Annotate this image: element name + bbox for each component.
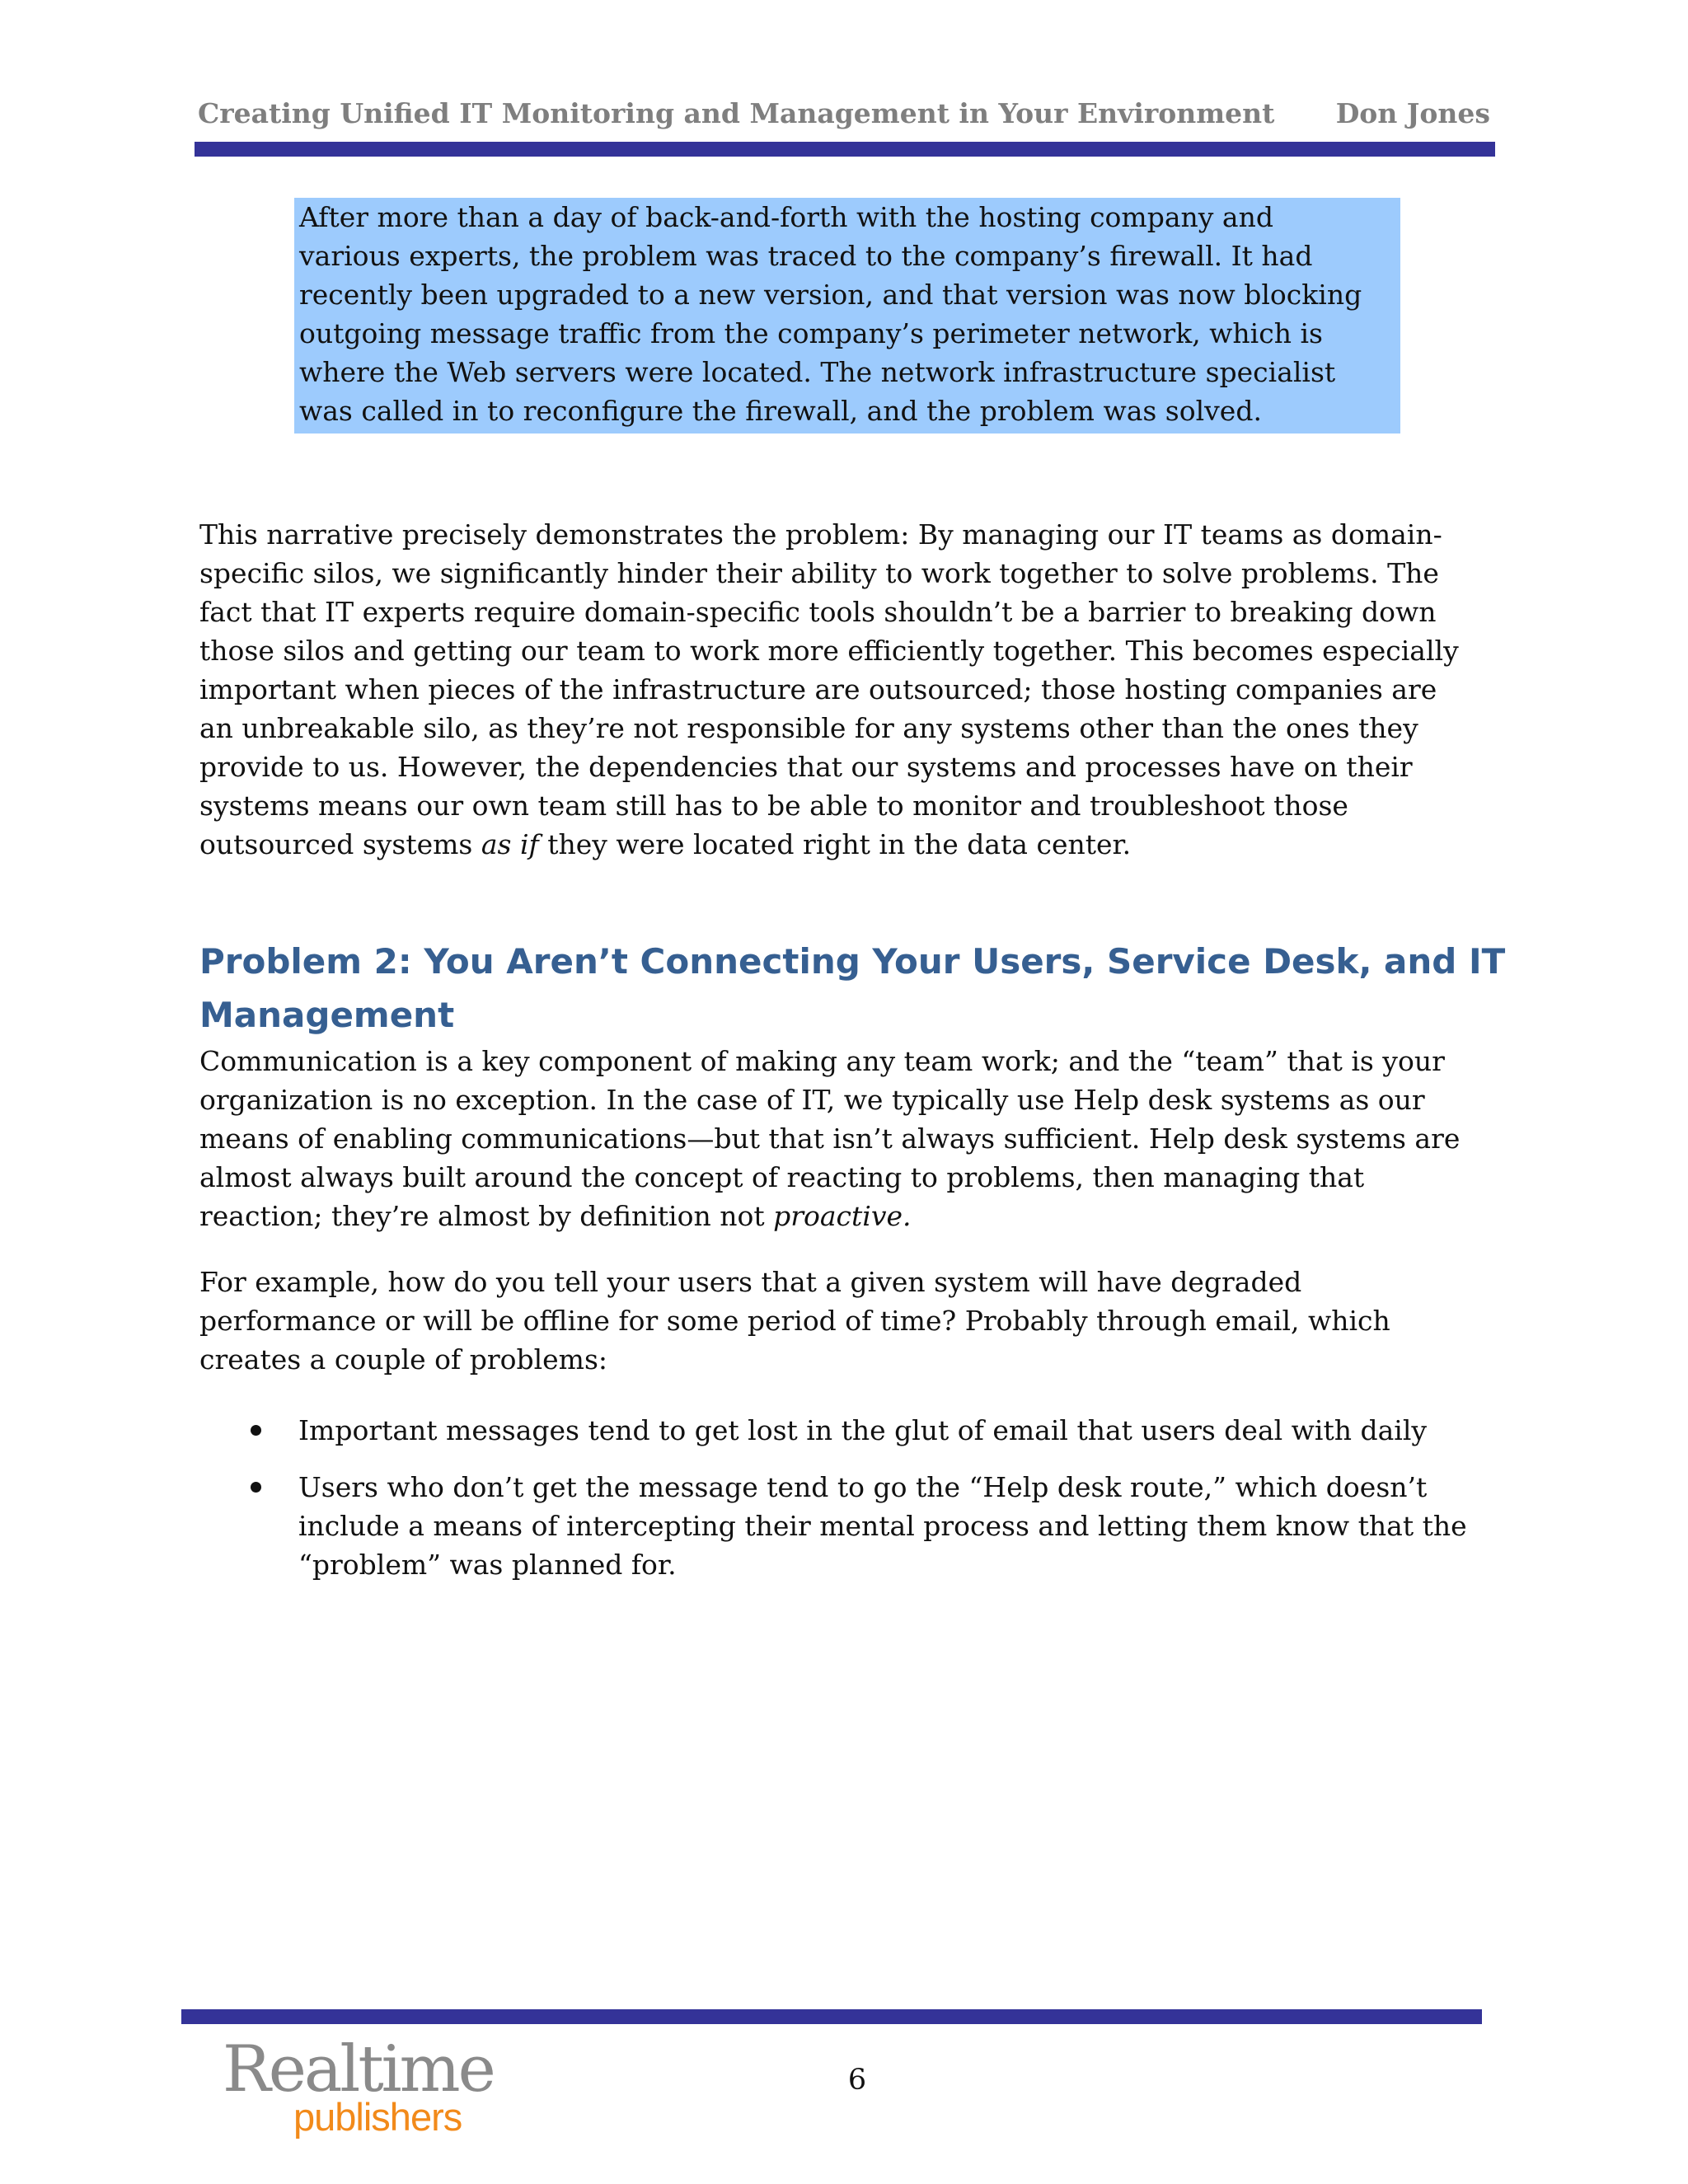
body-paragraph [199, 515, 1518, 864]
text-line [199, 1197, 1518, 1235]
text-line: Users who don’t get the message tend to go the “Help desk route,” which doesn’t [298, 1471, 1428, 1503]
text-line: provide to us. However, the dependencies that our systems and processes have on their [199, 751, 1413, 783]
footer-rule [181, 2009, 1482, 2024]
quote-line: After more than a day of back-and-forth with the hosting company and [299, 201, 1273, 233]
quote-line: where the Web servers were located. The network infrastructure specialist [299, 356, 1336, 388]
italic-run: proactive. [773, 1200, 912, 1232]
header-author: Don Jones [1335, 97, 1490, 129]
text-run: they were located right in the data center. [538, 828, 1132, 860]
text-line: creates a couple of problems: [199, 1343, 608, 1376]
header-title: Creating Unified IT Monitoring and Management in Your Environment [198, 97, 1275, 129]
body-paragraph [199, 1263, 1518, 1379]
text-line: This narrative precisely demonstrates the problem: By managing our IT teams as domain- [199, 518, 1442, 551]
text-line: important when pieces of the infrastructure are outsourced; those hosting companies are [199, 673, 1437, 705]
quote-line: recently been upgraded to a new version, and that version was now blocking [299, 279, 1362, 311]
text-line: Important messages tend to get lost in the glut of email that users deal with daily [298, 1414, 1428, 1446]
text-line: For example, how do you tell your users that a given system will have degraded [199, 1266, 1302, 1298]
heading-line: Problem 2: You Aren’t Connecting Your Users, Service Desk, and IT [199, 941, 1506, 982]
heading-line: Management [199, 995, 455, 1035]
quote-line: outgoing message traffic from the company’s perimeter network, which is [299, 317, 1323, 349]
quote-line: various experts, the problem was traced to the company’s firewall. It had [299, 240, 1313, 272]
text-run: outsourced systems [199, 828, 481, 860]
text-line: almost always built around the concept of reacting to problems, then managing that [199, 1161, 1365, 1193]
body-paragraph [199, 1042, 1518, 1235]
text-line: specific silos, we significantly hinder their ability to work together to solve problems. The [199, 557, 1439, 589]
publisher-logo [223, 2032, 494, 2151]
running-header [198, 97, 1490, 140]
text-line: organization is no exception. In the case of IT, we typically use Help desk systems as our [199, 1084, 1425, 1116]
text-line: fact that IT experts require domain-specific tools shouldn’t be a barrier to breaking down [199, 596, 1437, 628]
text-line [199, 825, 1518, 864]
quote-line: was called in to reconfigure the firewall, and the problem was solved. [299, 395, 1262, 427]
page-number: 6 [847, 2064, 867, 2097]
italic-run: as if [481, 828, 539, 860]
text-line: systems means our own team still has to be able to monitor and troubleshoot those [199, 790, 1348, 822]
text-run: reaction; they’re almost by definition not [199, 1200, 774, 1232]
text-line: include a means of intercepting their mental process and letting them know that the [298, 1510, 1467, 1542]
bullet-list [199, 1411, 1518, 1602]
text-line: those silos and getting our team to work more efficiently together. This becomes especially [199, 635, 1459, 667]
text-line: Communication is a key component of making any team work; and the “team” that is your [199, 1045, 1445, 1077]
logo-wordmark-top: Realtime [223, 2032, 494, 2107]
text-line: an unbreakable silo, as they’re not responsible for any systems other than the ones they [199, 712, 1418, 744]
text-line: “problem” was planned for. [298, 1549, 677, 1581]
text-line: performance or will be offline for some period of time? Probably through email, which [199, 1305, 1390, 1337]
bullet-icon [251, 1482, 261, 1493]
quote-block[interactable] [299, 198, 1420, 430]
list-item [199, 1411, 1518, 1450]
logo-wordmark-bottom: publishers [293, 2095, 462, 2139]
section-heading [199, 935, 1518, 1042]
header-rule [195, 142, 1495, 157]
list-item [199, 1468, 1518, 1584]
bullet-icon [251, 1425, 261, 1436]
text-line: means of enabling communications—but that isn’t always sufficient. Help desk systems are [199, 1122, 1461, 1155]
